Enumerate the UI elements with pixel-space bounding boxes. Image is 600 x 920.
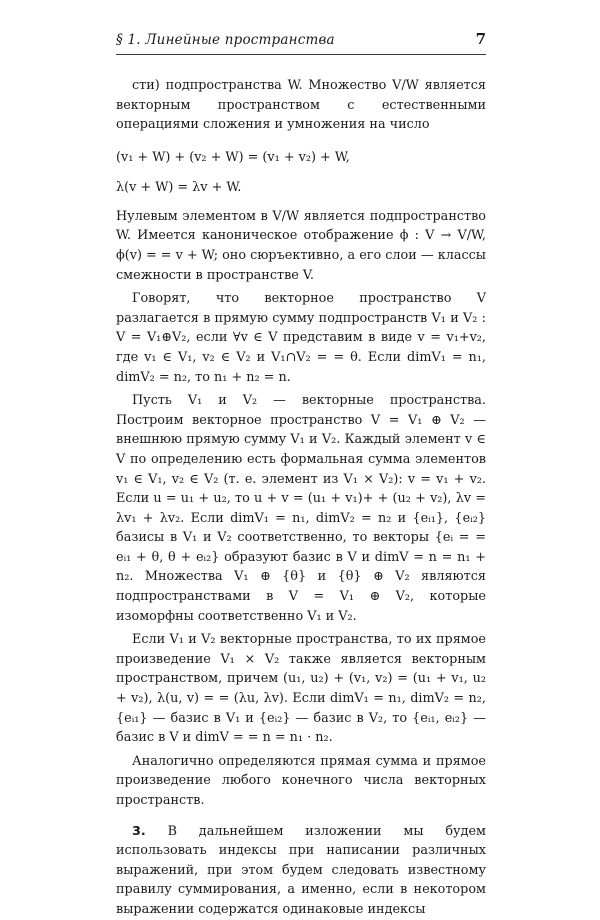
formula-scalar-multiplication: λ(v + W) = λv + W. [116,179,242,195]
running-head [116,30,486,54]
item-number: 3. [132,823,146,839]
paragraph-summation-text: В дальнейшем изложении мы будем использовать индексы при написании различных выражений, при этом будем следовать известному правилу суммирования, а именно, если в некотором выражении содержатся одинаковые индексы [116,823,486,917]
formula-addition: (v₁ + W) + (v₂ + W) = (v₁ + v₂) + W, [116,149,350,165]
paragraph-finite-sums: Аналогично определяются прямая сумма и прямое произведение любого конечного числа векторных пространств. [116,753,486,808]
running-title: § 1. Линейные пространства [116,32,335,48]
page-number: 7 [475,30,486,48]
paragraph-direct-sum: Говорят, что векторное пространство V разлагается в прямую сумму подпространств V₁ и V₂ : V = V₁⊕V₂, если ∀v ∈ V представим в виде v = v₁+v₂, где v₁ ∈ V₁, v₂ ∈ V₂ и V₁∩V₂ = = θ. Если dimV₁ = n₁, dimV₂ = n₂, то n₁ + n₂ = n. [116,291,486,385]
paragraph-zero-element: Нулевым элементом в V/W является подпространство W. Имеется каноническое отображение ϕ : V → V/W, ϕ(v) = = v + W; оно сюръективно, а его слои — классы смежности в пространстве V. [116,208,486,283]
page-body [116,76,486,920]
paragraph-external-direct-sum: Пусть V₁ и V₂ — векторные пространства. Построим векторное пространство V = V₁ ⊕ V₂ — внешнюю прямую сумму V₁ и V₂. Каждый элемент v ∈ V по определению есть формальная сумма элементов v₁ ∈ V₁, v₂ ∈ V₂ (т. е. элемент из V₁ × V₂): v = v₁ + v₂. Если u = u₁ + u₂, то u + v = (u₁ + v₁)+ + (u₂ + v₂), λv = λv₁ + λv₂. Если dimV₁ = n₁, dimV₂ = n₂ и {eᵢ₁}, {eᵢ₂} базисы в V₁ и V₂ соответственно, то векторы {eᵢ = = eᵢ₁ + θ, θ + eᵢ₂} образуют базис в V и dimV = n = n₁ + n₂. Множества V₁ ⊕ {θ} и {θ} ⊕ V₂ являются подпространствами в V = V₁ ⊕ V₂, которые изоморфны соответственно V₁ и V₂. [116,393,486,624]
paragraph-summation-rule [116,822,486,920]
paragraph-quotient-space: сти) подпространства W. Множество V/W является векторным пространством с естественными операциями сложения и умножения на число [116,78,486,133]
header-rule [116,54,486,55]
paragraph-direct-product: Если V₁ и V₂ векторные пространства, то их прямое произведение V₁ × V₂ также является векторным пространством, причем (u₁, u₂) + (v₁, v₂) = (u₁ + v₁, u₂ + v₂), λ(u, v) = = (λu, λv). Если dimV₁ = n₁, dimV₂ = n₂, {eᵢ₁} — базис в V₁ и {eᵢ₂} — базис в V₂, то {eᵢ₁, eᵢ₂} — базис в V и dimV = = n = n₁ · n₂. [116,632,486,746]
